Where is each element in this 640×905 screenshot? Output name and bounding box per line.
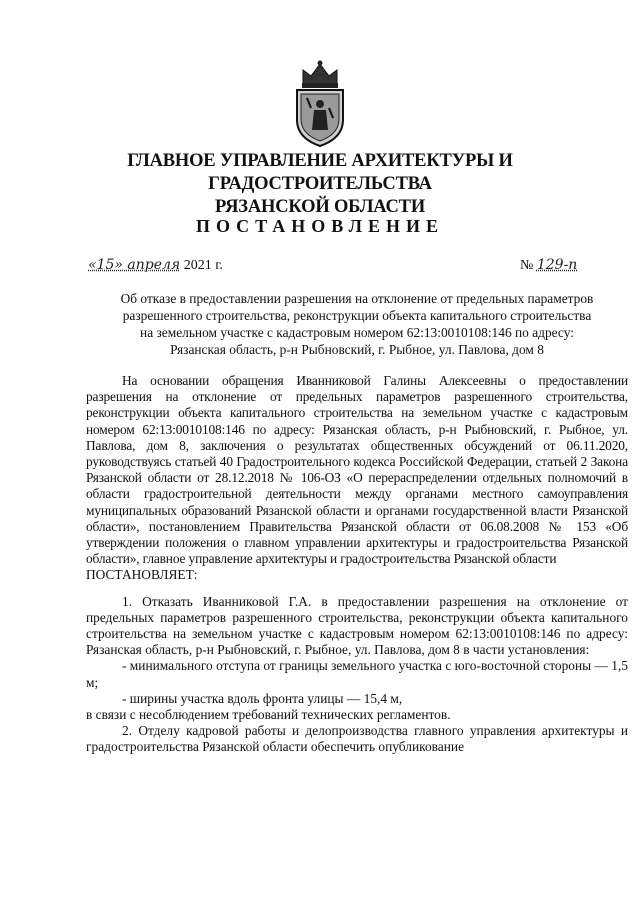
agency-title-line1: ГЛАВНОЕ УПРАВЛЕНИЕ АРХИТЕКТУРЫ И ГРАДОСТРОИТЕЛЬСТВА (127, 151, 513, 194)
document-number (520, 257, 577, 274)
coat-of-arms-emblem (289, 58, 351, 148)
clause-2-paragraph: 2. Отделу кадровой работы и делопроизводства главного управления архитектуры и градостроительства Рязанской области обеспечить опубликование (86, 723, 628, 755)
subject-line: Об отказе в предоставлении разрешения на отклонение от предельных параметров (120, 291, 594, 306)
agency-title-line2: РЯЗАНСКОЙ ОБЛАСТИ (214, 197, 426, 217)
document-date (88, 257, 223, 274)
clause-1-item-width: - ширины участка вдоль фронта улицы — 15,4 м, (122, 690, 403, 706)
document-type: ПОСТАНОВЛЕНИЕ (195, 216, 445, 236)
preamble-paragraph: На основании обращения Иванниковой Галины Алексеевны о предоставлении разрешения на отклонение от предельных параметров разрешенного строительства, реконструкции объекта капитального строительства на земельном участке с кадастровым номером 62:13:0010108:146 по адресу: Рязанская область, р-н Рыбновский, г. Рыбное, ул. Павлова, дом 8, заключения о результатах общественных обсуждений от 06.11.2020, руководствуясь статьей 40 Градостроительного кодекса Российской Федерации, статьей 2 Закона Рязанской области от 28.12.2018 № 106-ОЗ «О перераспределении отдельных полномочий в области градостроительной деятельности между органами местного самоуправления муниципальных образований Рязанской области и органами государственной власти Рязанской области», постановлением Правительства Рязанской области от 06.08.2008 № 153 «Об утверждении положения о главном управлении архитектуры и градостроительства Рязанской области», главное управление архитектуры и градостроительства Рязанской области (86, 373, 628, 567)
clause-1-item-setback: - минимального отступа от границы земельного участка с юго-восточной стороны — 1,5 м; (86, 658, 628, 690)
subject-line: на земельном участке с кадастровым номером 62:13:0010108:146 по адресу: (140, 325, 574, 340)
document-body (86, 373, 628, 756)
document-subject (86, 290, 628, 358)
decree-word: ПОСТАНОВЛЯЕТ: (86, 567, 198, 583)
number-prefix: № (520, 258, 534, 273)
handwritten-date: «15» апреля (88, 257, 181, 273)
clause-1-reason: в связи с несоблюдением требований технических регламентов. (86, 707, 451, 723)
subject-line: Рязанская область, р-н Рыбновский, г. Рыбное, ул. Павлова, дом 8 (170, 342, 544, 357)
subject-line: разрешенного строительства, реконструкции объекта капитального строительства (122, 308, 592, 323)
handwritten-number: 129-п (536, 257, 578, 273)
clause-1-paragraph: 1. Отказать Иванниковой Г.А. в предоставлении разрешения на отклонение от предельных параметров разрешенного строительства, реконструкции объекта капитального строительства на земельном участке с кадастровым номером 62:13:0010108:146 по адресу: Рязанская область, р-н Рыбновский, г. Рыбное, ул. Павлова, дом 8 в части установления: (86, 593, 628, 658)
document-year: 2021 г. (183, 258, 223, 273)
agency-title (40, 150, 600, 219)
